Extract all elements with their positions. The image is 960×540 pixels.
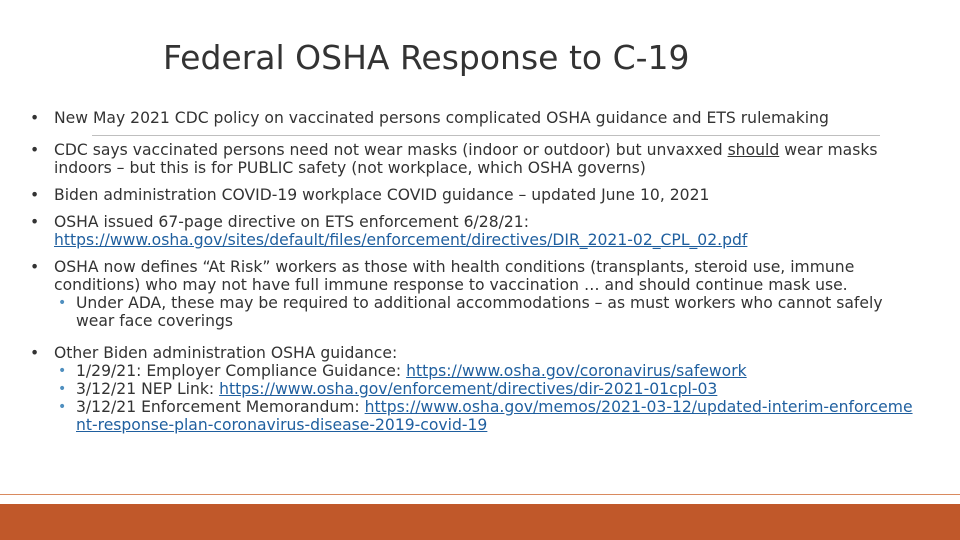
safework-link[interactable]: https://www.osha.gov/coronavirus/safework [406,362,747,380]
bullet-text: Other Biden administration OSHA guidance: [54,344,398,362]
sub-bullet-ada [30,294,920,330]
sub-bullet-memo [30,398,920,434]
bullet-dot: • [30,344,40,362]
slide-body [30,109,920,434]
bullet-dot: • [30,213,40,231]
sub-bullet-text: Under ADA, these may be required to additional accommodations – as must workers who cannot safely wear face coverings [76,294,883,330]
footer-rule [0,494,960,495]
bullet-other-guidance [30,344,920,362]
bullet-text: CDC says vaccinated persons need not wear masks (indoor or outdoor) but unvaxxed [54,141,728,159]
footer-accent-bar [0,504,960,540]
bullet-text: Biden administration COVID-19 workplace COVID guidance – updated June 10, 2021 [54,186,710,204]
bullet-cdc-masks [30,141,920,177]
bullet-text: OSHA issued 67-page directive on ETS enforcement 6/28/21: [54,213,529,231]
bullet-dot: • [30,186,40,204]
sub-bullet-compliance [30,362,920,380]
sub-bullet-dot: • [58,363,67,379]
sub-bullet-nep [30,380,920,398]
nep-link[interactable]: https://www.osha.gov/enforcement/directives/dir-2021-01cpl-03 [219,380,718,398]
bullet-dot: • [30,109,40,127]
emphasis-should: should [727,141,780,159]
bullet-dot: • [30,258,40,276]
bullet-vaccinated-policy [30,109,920,127]
sub-bullet-text: 3/12/21 Enforcement Memorandum: [76,398,365,416]
bullet-biden-guidance [30,186,920,204]
sub-bullet-text: 1/29/21: Employer Compliance Guidance: [76,362,407,380]
sub-bullet-dot: • [58,399,67,415]
slide-title: Federal OSHA Response to C-19 [163,38,690,77]
bullet-text: New May 2021 CDC policy on vaccinated persons complicated OSHA guidance and ETS rulemaking [54,109,829,127]
bullet-text-cont: wear masks indoors – but this is for PUBLIC safety (not workplace, which OSHA governs) [54,141,878,177]
ets-directive-link[interactable]: https://www.osha.gov/sites/default/files/enforcement/directives/DIR_2021-02_CPL_02.pdf [54,231,748,249]
bullet-ets-directive [30,213,920,249]
sub-bullet-dot: • [58,295,67,311]
bullet-text: OSHA now defines “At Risk” workers as those with health conditions (transplants, steroid use, immune conditions) who may not have full immune response to vaccination … and should continue mask use. [54,258,855,294]
bullet-dot: • [30,141,40,159]
sub-bullet-dot: • [58,381,67,397]
sub-bullet-text: 3/12/21 NEP Link: [76,380,220,398]
bullet-at-risk [30,258,920,294]
memo-link[interactable]: https://www.osha.gov/memos/2021-03-12/updated-interim-enforcement-response-plan-coronavirus-disease-2019-covid-19 [76,398,913,434]
